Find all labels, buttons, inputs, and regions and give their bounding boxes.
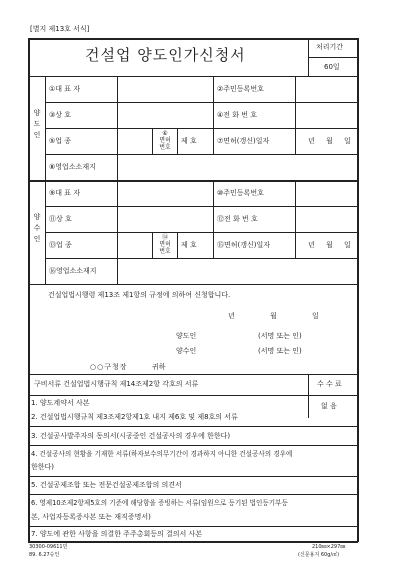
transferor-license-suffix: 제 호 xyxy=(181,137,197,145)
transferee-phone-label: ⑫전 화 번 호 xyxy=(217,215,258,223)
transferor-date-month: 월 xyxy=(326,137,333,145)
col-line xyxy=(117,76,118,180)
transferee-representative-label: ⑨대 표 자 xyxy=(49,189,81,197)
transferor-trade-name-label: ③상 호 xyxy=(49,111,72,119)
application-statement: 건설업법시행령 제13조 제1항의 규정에 의하여 신청합니다. xyxy=(48,291,231,299)
transferor-representative-label: ①대 표 자 xyxy=(49,85,81,93)
document-item: 한한다) xyxy=(31,463,55,471)
form-border-bottom xyxy=(28,541,358,543)
footer-size: 210㎜×297㎜ xyxy=(312,544,346,550)
row-line xyxy=(28,476,358,477)
processing-period-label: 처리기간 xyxy=(316,43,344,51)
row-line xyxy=(28,426,358,427)
fee-label: 수 수 료 xyxy=(317,380,342,388)
transferor-sign-hint: (서명 또는 인) xyxy=(258,332,302,340)
col-line xyxy=(152,232,153,258)
transferor-side-label: 양 도 인 xyxy=(33,109,41,139)
fee-divider xyxy=(308,395,358,396)
form-title: 건설업 양도인가신청서 xyxy=(85,46,246,64)
documents-header-line xyxy=(28,395,308,396)
application-date-month: 월 xyxy=(270,312,277,320)
application-date-day: 일 xyxy=(312,312,319,320)
row-line xyxy=(28,494,358,495)
col-line xyxy=(213,180,214,258)
transferee-date-year: 년 xyxy=(308,241,315,249)
form-border-right xyxy=(357,38,359,542)
fee-column-line xyxy=(308,374,309,418)
footer-approval: 89. 6.27승인 xyxy=(29,552,60,558)
recipient: ○○구청장 xyxy=(90,363,128,371)
transferor-license-date-label: ⑦면허(갱신)일자 xyxy=(217,137,270,145)
document-item: 본, 사업자등록증사본 또는 재직증명서) xyxy=(31,513,151,521)
transferee-sign-label: 양수인 xyxy=(176,347,197,355)
document-item: 6. 영제10조제2항제5호의 기준에 해당함을 증빙하는 서류(임원으로 등기된 법인등기부등 xyxy=(31,499,288,507)
transferee-office-address-label: ⑯영업소소재지 xyxy=(49,267,97,275)
col-line xyxy=(117,180,118,284)
form-border-left xyxy=(28,38,30,542)
footer-code: 30300-09611민 xyxy=(29,544,68,550)
transferee-license-label: ⑭ 면허 번호 xyxy=(159,234,171,255)
col-line xyxy=(295,76,296,154)
document-item: 7. 양도에 관한 사항을 의결한 주주총회등의 결의서 사본 xyxy=(31,530,203,538)
row-line xyxy=(45,102,358,103)
title-bottom-line xyxy=(28,76,358,77)
col-line xyxy=(152,128,153,154)
documents-header: 구비서류 건설업법시행규칙 제14조제2항 각호의 서류 xyxy=(34,380,199,388)
processing-period-value: 60일 xyxy=(324,63,340,71)
transferor-date-day: 일 xyxy=(344,137,351,145)
transferor-license-label: ⑥ 면허 번호 xyxy=(159,130,171,151)
transferor-phone-label: ④전 화 번 호 xyxy=(217,111,257,119)
transferor-date-year: 년 xyxy=(308,137,315,145)
section-divider xyxy=(28,284,358,285)
row-line xyxy=(45,128,358,129)
transferee-license-suffix: 제 호 xyxy=(181,241,197,249)
transferor-office-address-label: ⑧영업소소재지 xyxy=(49,163,96,171)
transferor-sign-label: 양도인 xyxy=(176,332,197,340)
document-item: 4. 건설공사의 현황을 기재한 서류(하자보수의무기간이 경과하지 아니한 건설공사의 경우에 xyxy=(31,450,293,458)
col-line xyxy=(177,128,178,154)
form-number: [별지 제13호 서식] xyxy=(30,25,90,33)
document-item: 5. 건설공제조합 또는 전문건설공제조합의 의견서 xyxy=(31,481,182,489)
row-line xyxy=(45,258,358,259)
row-line xyxy=(28,526,358,527)
document-item: 2. 건설업법시행규칙 제3조제2항제1호 내지 제6호 및 제8호의 서류 xyxy=(31,413,238,421)
transferee-side-label: 양 수 인 xyxy=(33,213,41,243)
transferee-business-type-label: ⑬업 종 xyxy=(49,241,72,249)
application-date-year: 년 xyxy=(228,312,235,320)
col-line xyxy=(213,76,214,154)
section-divider xyxy=(28,180,358,182)
col-line xyxy=(295,180,296,258)
transferee-trade-name-label: ⑪상 호 xyxy=(49,215,72,223)
transferee-date-month: 월 xyxy=(326,241,333,249)
transferee-sign-hint: (서명 또는 인) xyxy=(258,347,302,355)
col-line xyxy=(177,232,178,258)
transferee-license-date-label: ⑮면허(갱신)일자 xyxy=(217,241,271,249)
document-item: 3. 건설공사발주자의 동의서(시공중인 건설공사의 경우에 한한다) xyxy=(31,432,231,440)
transferee-resident-no-label: ⑩주민등록번호 xyxy=(217,189,264,197)
recipient-suffix: 귀하 xyxy=(152,363,166,371)
transferee-date-day: 일 xyxy=(344,241,351,249)
document-item: 1. 양도계약서 사본 xyxy=(31,399,90,407)
fee-value: 없 음 xyxy=(321,402,337,410)
row-line xyxy=(45,206,358,207)
transferor-business-type-label: ⑤업 종 xyxy=(49,137,72,145)
row-line xyxy=(28,445,358,446)
period-divider xyxy=(308,57,358,58)
transferor-resident-no-label: ②주민등록번호 xyxy=(217,85,264,93)
row-line xyxy=(45,232,358,233)
footer-paper: (신문용지 60g/㎡) xyxy=(298,552,340,558)
row-line xyxy=(45,154,358,155)
